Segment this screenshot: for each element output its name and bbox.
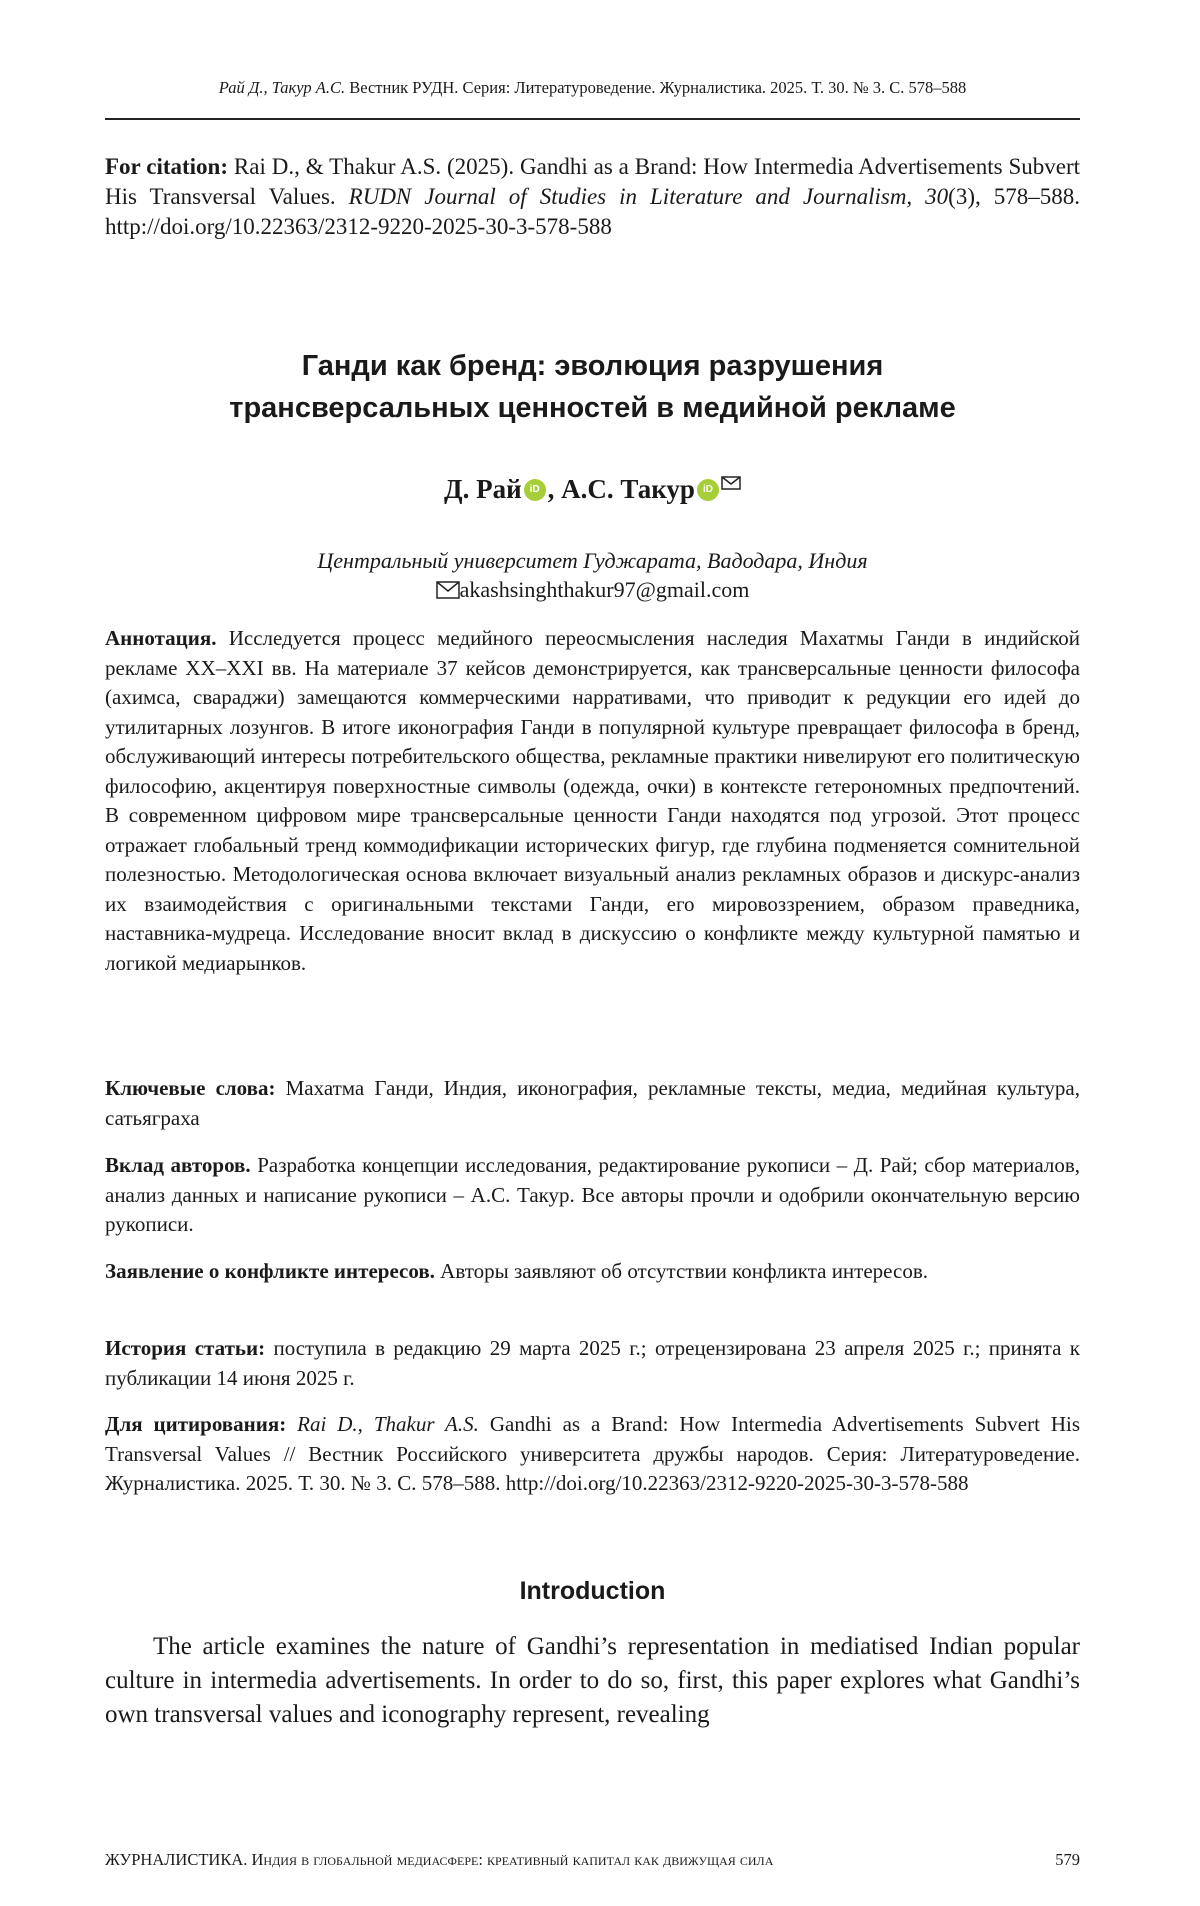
email-line <box>105 577 1080 603</box>
authors <box>105 466 1080 505</box>
conflict-statement <box>105 1257 1080 1287</box>
keywords <box>105 1074 1080 1133</box>
page-footer <box>105 1850 1080 1870</box>
conflict-text: Авторы заявляют об отсутствии конфликта интересов. <box>440 1259 928 1283</box>
article-history <box>105 1334 1080 1393</box>
citation-en <box>105 152 1080 242</box>
article-title <box>105 345 1080 429</box>
running-head-authors: Рай Д., Такур А.С. <box>219 78 345 97</box>
citation-en-journal: RUDN Journal of Studies in Literature and Journalism, 30 <box>349 184 949 209</box>
contribution-label: Вклад авторов. <box>105 1153 251 1177</box>
citation-ru-label: Для цитирования: <box>105 1412 286 1436</box>
citation-ru <box>105 1410 1080 1499</box>
abstract <box>105 624 1080 978</box>
citation-en-label: For citation: <box>105 154 228 179</box>
citation-en-text1: Rai D., & Thakur A.S. (2025). Gandhi as a Brand: How Intermedia Advertisements Subvert His Transversal Values. <box>105 154 1080 209</box>
header-rule <box>105 118 1080 120</box>
citation-ru-authors: Rai D., Thakur A.S. <box>297 1412 479 1436</box>
conflict-label: Заявление о конфликте интересов. <box>105 1259 435 1283</box>
running-head <box>105 78 1080 98</box>
author-1: Д. Рай <box>444 474 522 504</box>
orcid-icon[interactable]: iD <box>697 479 719 501</box>
abstract-text: Исследуется процесс медийного переосмысления наследия Махатмы Ганди в индийской рекламе XX–XXI вв. На материале 37 кейсов демонстрируется, как трансверсальные ценности философа (ахимса, свараджи) замещаются коммерческими нарративами, что приводит к редукции его идей до утилитарных лозунгов. В итоге иконография Ганди в популярной культуре превращает философа в бренд, обслуживающий интересы потребительского общества, рекламные практики нивелируют его политическую философию, акцентируя поверхностные символы (одежда, очки) в контексте гетерономных предпочтений. В современном цифровом мире трансверсальные ценности Ганди находятся под угрозой. Этот процесс отражает глобальный тренд коммодификации исторических фигур, где глубина подменяется сомнительной полезностью. Методологическая основа включает визуальный анализ рекламных образов и дискурс-анализ их взаимодействия с оригинальными текстами Ганди, его мировоззрением, образом праведника, наставника-мудреца. Исследование вносит вклад в дискуссию о конфликте между культурной памятью и логикой медиарынков. <box>105 626 1080 975</box>
envelope-icon <box>721 466 741 497</box>
citation-en-text2[interactable]: (3), 578–588. http://doi.org/10.22363/2312-9220-2025-30-3-578-588 <box>105 184 1080 239</box>
title-line-1: Ганди как бренд: эволюция разрушения <box>105 345 1080 387</box>
keywords-text: Махатма Ганди, Индия, иконография, рекламные тексты, медиа, медийная культура, сатьяграха <box>105 1076 1080 1130</box>
email-link[interactable]: akashsinghthakur97@gmail.com <box>460 577 750 602</box>
history-text: поступила в редакцию 29 марта 2025 г.; отрецензирована 23 апреля 2025 г.; принята к публикации 14 июня 2025 г. <box>105 1336 1080 1390</box>
author-contribution <box>105 1151 1080 1240</box>
keywords-label: Ключевые слова: <box>105 1076 276 1100</box>
abstract-label: Аннотация. <box>105 626 216 650</box>
envelope-icon <box>436 577 460 602</box>
intro-paragraph: The article examines the nature of Gandhi’s representation in mediatised Indian popular culture in intermedia advertisements. In order to do so, first, this paper explores what Gandhi’s own transversal values and iconography represent, revealing <box>105 1630 1080 1732</box>
history-label: История статьи: <box>105 1336 265 1360</box>
running-head-journal: Вестник РУДН. Серия: Литературоведение. Журналистика. 2025. Т. 30. № 3. С. 578–588 <box>349 78 966 97</box>
citation-ru-text: Gandhi as a Brand: How Intermedia Advertisements Subvert His Transversal Values // Вестник Российского университета дружбы народов. Серия: Литературоведение. Журналистика. 2025. Т. 30. № 3. С. 578–588. http://doi.org/10.22363/2312-9220-2025-30-3-578-588 <box>105 1412 1080 1495</box>
footer-section: ЖУРНАЛИСТИКА. Индия в глобальной медиасфере: креативный капитал как движущая сила <box>105 1850 773 1870</box>
intro-heading: Introduction <box>105 1577 1080 1606</box>
affiliation: Центральный университет Гуджарата, Вадодара, Индия <box>105 548 1080 574</box>
title-line-2: трансверсальных ценностей в медийной рекламе <box>105 387 1080 429</box>
author-2: А.С. Такур <box>561 474 695 504</box>
page-number: 579 <box>1055 1850 1080 1870</box>
page <box>0 0 1200 1906</box>
contribution-text: Разработка концепции исследования, редактирование рукописи – Д. Рай; сбор материалов, анализ данных и написание рукописи – А.С. Такур. Все авторы прочли и одобрили окончательную версию рукописи. <box>105 1153 1080 1236</box>
author-separator: , <box>548 474 562 504</box>
orcid-icon[interactable]: iD <box>524 479 546 501</box>
